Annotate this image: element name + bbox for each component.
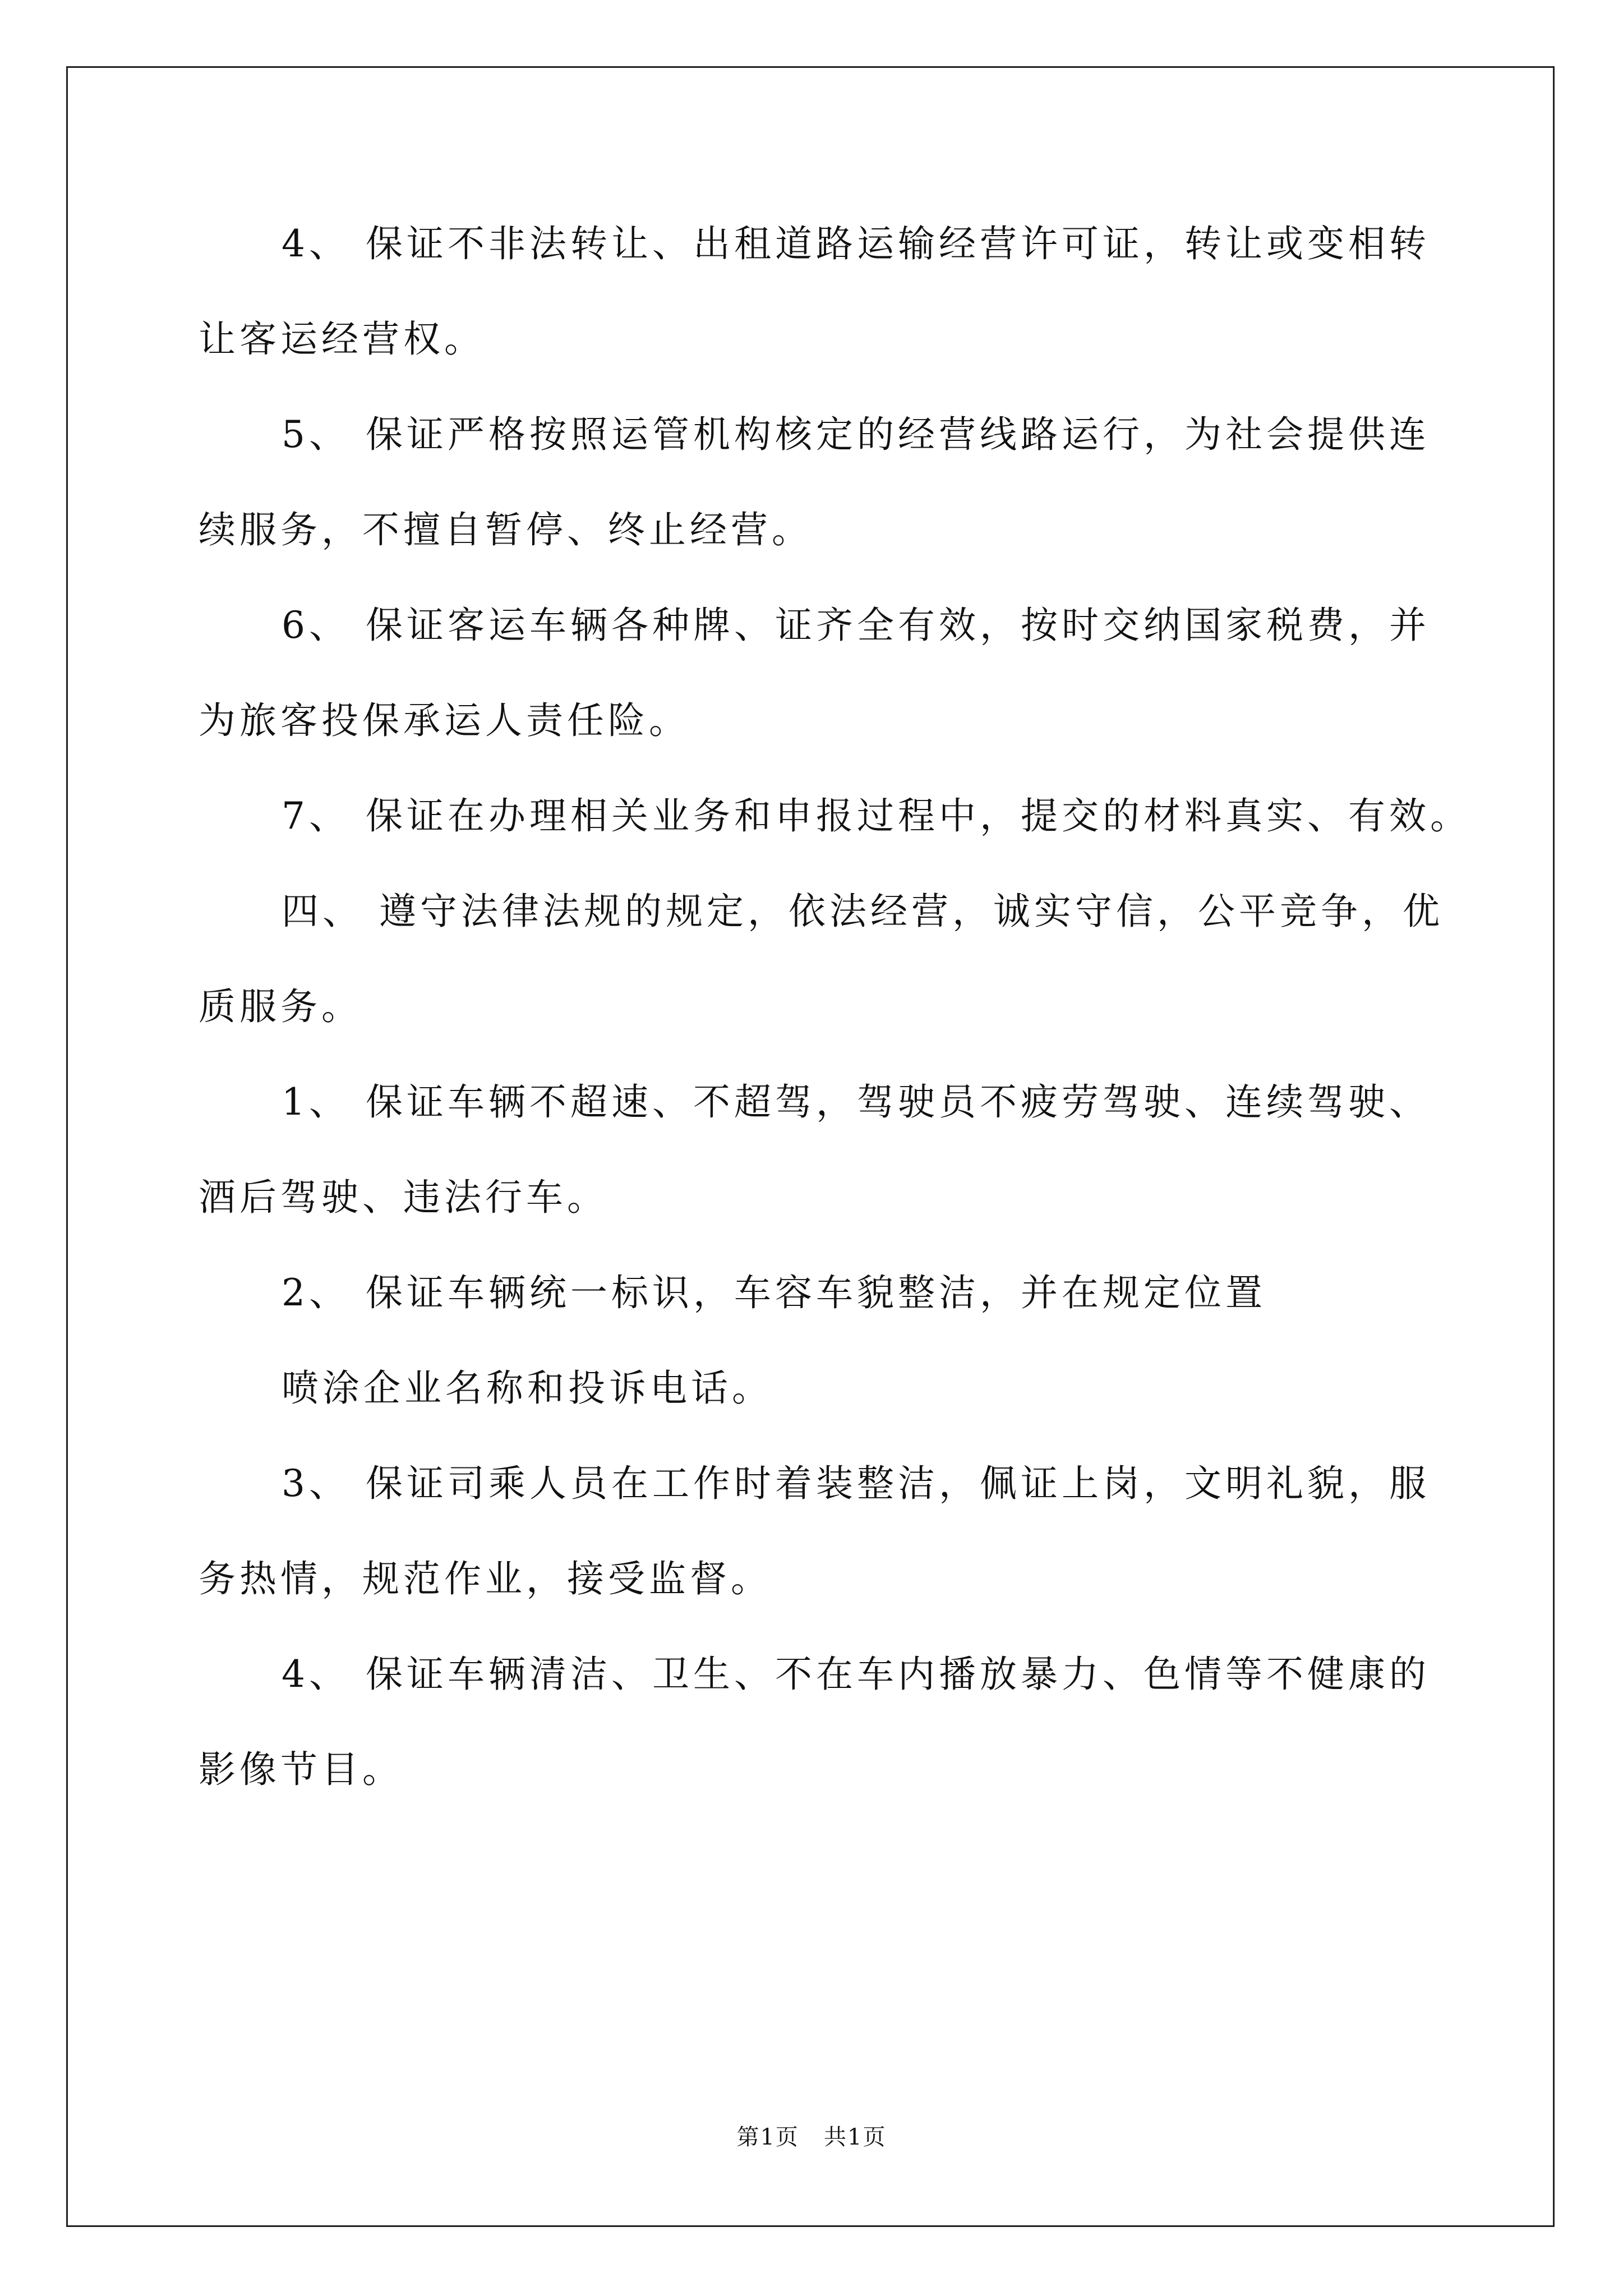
text-line: 为旅客投保承运人责任险。	[199, 699, 690, 742]
text-line: 5、 保证严格按照运管机构核定的经营线路运行，为社会提供连	[282, 413, 1430, 456]
text-line: 质服务。	[199, 985, 362, 1028]
text-line: 四、 遵守法律法规的规定，依法经营，诚实守信，公平竞争，优	[282, 890, 1444, 933]
text-line: 喷涂企业名称和投诉电话。	[282, 1366, 773, 1410]
text-line: 2、 保证车辆统一标识，车容车貌整洁，并在规定位置	[282, 1271, 1266, 1314]
text-line: 4、 保证不非法转让、出租道路运输经营许可证，转让或变相转	[282, 222, 1430, 265]
text-line: 务热情，规范作业，接受监督。	[199, 1557, 772, 1600]
text-line: 4、 保证车辆清洁、卫生、不在车内播放暴力、色情等不健康的	[282, 1653, 1430, 1696]
text-line: 1、 保证车辆不超速、不超驾，驾驶员不疲劳驾驶、连续驾驶、	[282, 1080, 1430, 1124]
text-line: 酒后驾驶、违法行车。	[199, 1176, 608, 1219]
text-line: 3、 保证司乘人员在工作时着装整洁，佩证上岗，文明礼貌，服	[282, 1462, 1430, 1505]
text-line: 续服务，不擅自暂停、终止经营。	[199, 508, 813, 551]
page-footer: 第1页 共1页	[736, 2124, 887, 2150]
text-line: 影像节目。	[199, 1748, 403, 1791]
text-line: 让客运经营权。	[199, 318, 485, 361]
text-line: 6、 保证客运车辆各种牌、证齐全有效，按时交纳国家税费，并	[282, 604, 1430, 647]
text-line: 7、 保证在办理相关业务和申报过程中，提交的材料真实、有效。	[282, 794, 1471, 838]
page-border	[66, 66, 1555, 2227]
